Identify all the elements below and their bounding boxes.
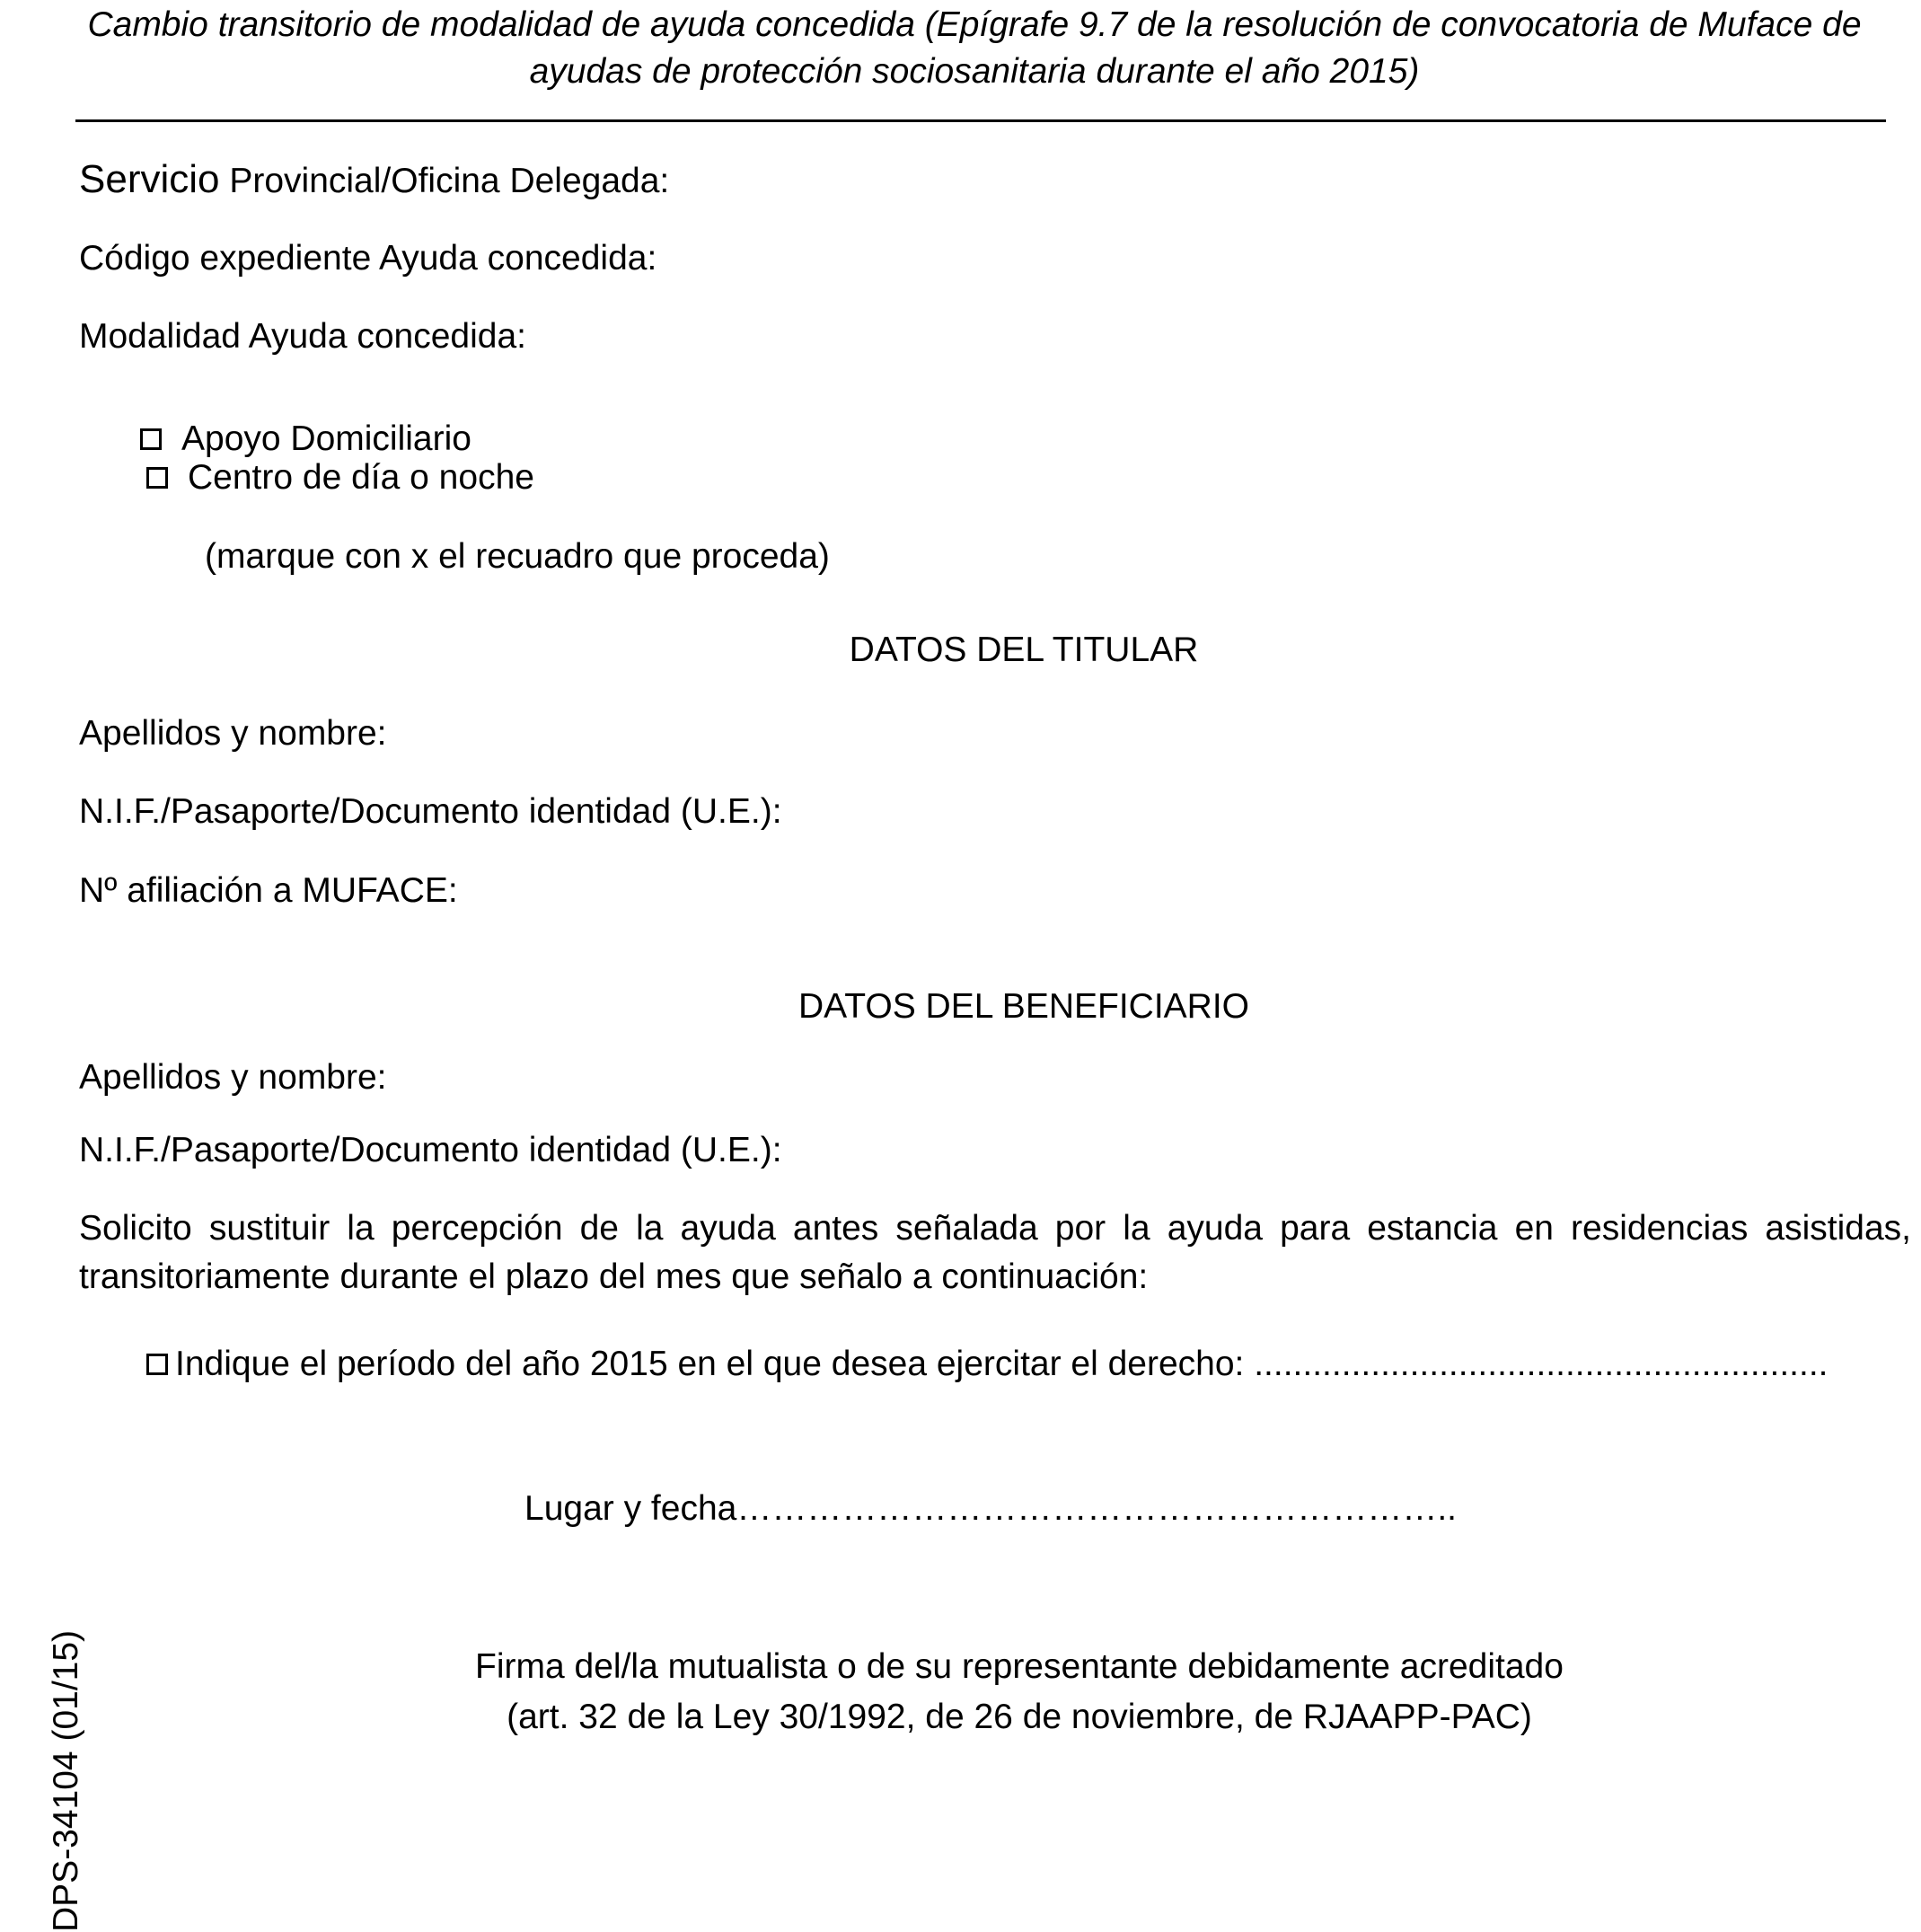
- codigo-expediente-label: Código expediente Ayuda concedida:: [79, 239, 657, 278]
- servicio-rest: Provincial/Oficina Delegada:: [219, 162, 670, 200]
- lugar-fecha-line: Lugar y fecha……………………………………………………..: [524, 1489, 1457, 1528]
- form-title: [54, 2, 1895, 95]
- firma-line-2: (art. 32 de la Ley 30/1992, de 26 de noviembre, de RJAAPP-PAC): [507, 1698, 1532, 1736]
- header-divider: [75, 119, 1886, 122]
- option-centro-dia-noche-label: Centro de día o noche: [188, 458, 534, 497]
- checkbox-apoyo-domiciliario[interactable]: [140, 428, 162, 450]
- servicio-lead-word: Servicio: [79, 157, 220, 201]
- form-code: DPS-34104 (01/15): [47, 1629, 85, 1932]
- option-apoyo-domiciliario[interactable]: [140, 419, 471, 460]
- beneficiario-nif-label: N.I.F./Pasaporte/Documento identidad (U.E.):: [79, 1131, 782, 1169]
- option-centro-dia-noche[interactable]: [146, 457, 534, 498]
- checkbox-periodo[interactable]: [146, 1354, 168, 1375]
- servicio-field-label: [79, 158, 669, 203]
- titular-nif-label: N.I.F./Pasaporte/Documento identidad (U.E.):: [79, 792, 782, 831]
- form-title-line-1: Cambio transitorio de modalidad de ayuda concedida (Epígrafe 9.7 de la resolución de convocatoria de Muface de: [87, 5, 1862, 44]
- titular-nombre-label: Apellidos y nombre:: [79, 714, 387, 753]
- titular-section-heading: DATOS DEL TITULAR: [849, 631, 1199, 669]
- beneficiario-section-heading: DATOS DEL BENEFICIARIO: [797, 987, 1250, 1026]
- modalidad-label: Modalidad Ayuda concedida:: [79, 317, 526, 356]
- option-apoyo-domiciliario-label: Apoyo Domiciliario: [181, 419, 471, 458]
- beneficiario-nombre-label: Apellidos y nombre:: [79, 1058, 387, 1097]
- checkbox-centro-dia-noche[interactable]: [146, 467, 168, 489]
- modalidad-hint: (marque con x el recuadro que proceda): [205, 537, 830, 576]
- periodo-label: Indique el período del año 2015 en el que desea ejercitar el derecho: ...........................................................: [175, 1345, 1828, 1383]
- form-title-line-2: ayudas de protección sociosanitaria durante el año 2015): [529, 52, 1420, 91]
- titular-afiliacion-label: Nº afiliación a MUFACE:: [79, 871, 458, 910]
- firma-line-1: Firma del/la mutualista o de su representante debidamente acreditado: [475, 1647, 1564, 1686]
- solicitud-paragraph: Solicito sustituir la percepción de la ayuda antes señalada por la ayuda para estancia en residencias asistidas, transitoriamente durante el plazo del mes que señalo a continuación:: [79, 1209, 1911, 1296]
- periodo-option[interactable]: [146, 1344, 1828, 1385]
